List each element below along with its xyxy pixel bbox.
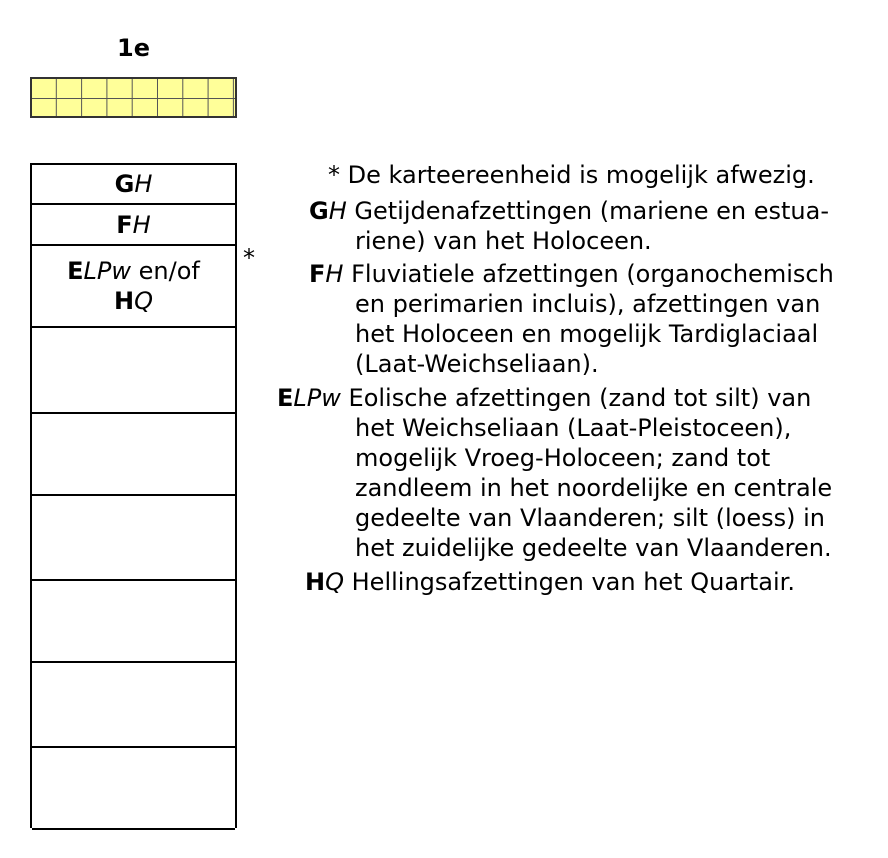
empty-unit-row — [32, 414, 235, 496]
legend-note: * De karteereenheid is mogelijk afwezig. — [328, 161, 815, 189]
empty-unit-row — [32, 663, 235, 748]
empty-unit-row — [32, 581, 235, 663]
page-title: 1e — [117, 34, 150, 62]
legend-entry-fh: FH Fluviatiele afzettingen (organochemisch en perimarien incluis), afzettingen van het Holoceen en mogelijk Tardiglaciaal (Laat-Weichseliaan). — [309, 260, 834, 378]
stratigraphic-column — [30, 163, 237, 828]
unit-fh: FH — [32, 205, 235, 246]
empty-unit-row — [32, 748, 235, 830]
empty-unit-row — [32, 328, 235, 414]
legend-entry-gh: GH Getijdenafzettingen (mariene en estua- riene) van het Holoceen. — [309, 197, 829, 255]
unit-elpw-hq: ELPw en/of HQ — [32, 246, 235, 328]
legend-entry-hq: HQ Hellingsafzettingen van het Quartair. — [305, 568, 795, 596]
unit-gh: GH — [32, 165, 235, 205]
empty-unit-row — [32, 496, 235, 581]
color-swatch — [30, 77, 237, 118]
legend-entry-elpw: ELPw Eolische afzettingen (zand tot silt) van het Weichseliaan (Laat-Pleistoceen), mogelijk Vroeg-Holoceen; zand tot zandleem in het noordelijke en centrale gedeelte van Vlaanderen; silt (loess) in het zuidelijke gedeelte van Vlaanderen. — [277, 384, 833, 562]
absent-marker: * — [243, 244, 255, 272]
